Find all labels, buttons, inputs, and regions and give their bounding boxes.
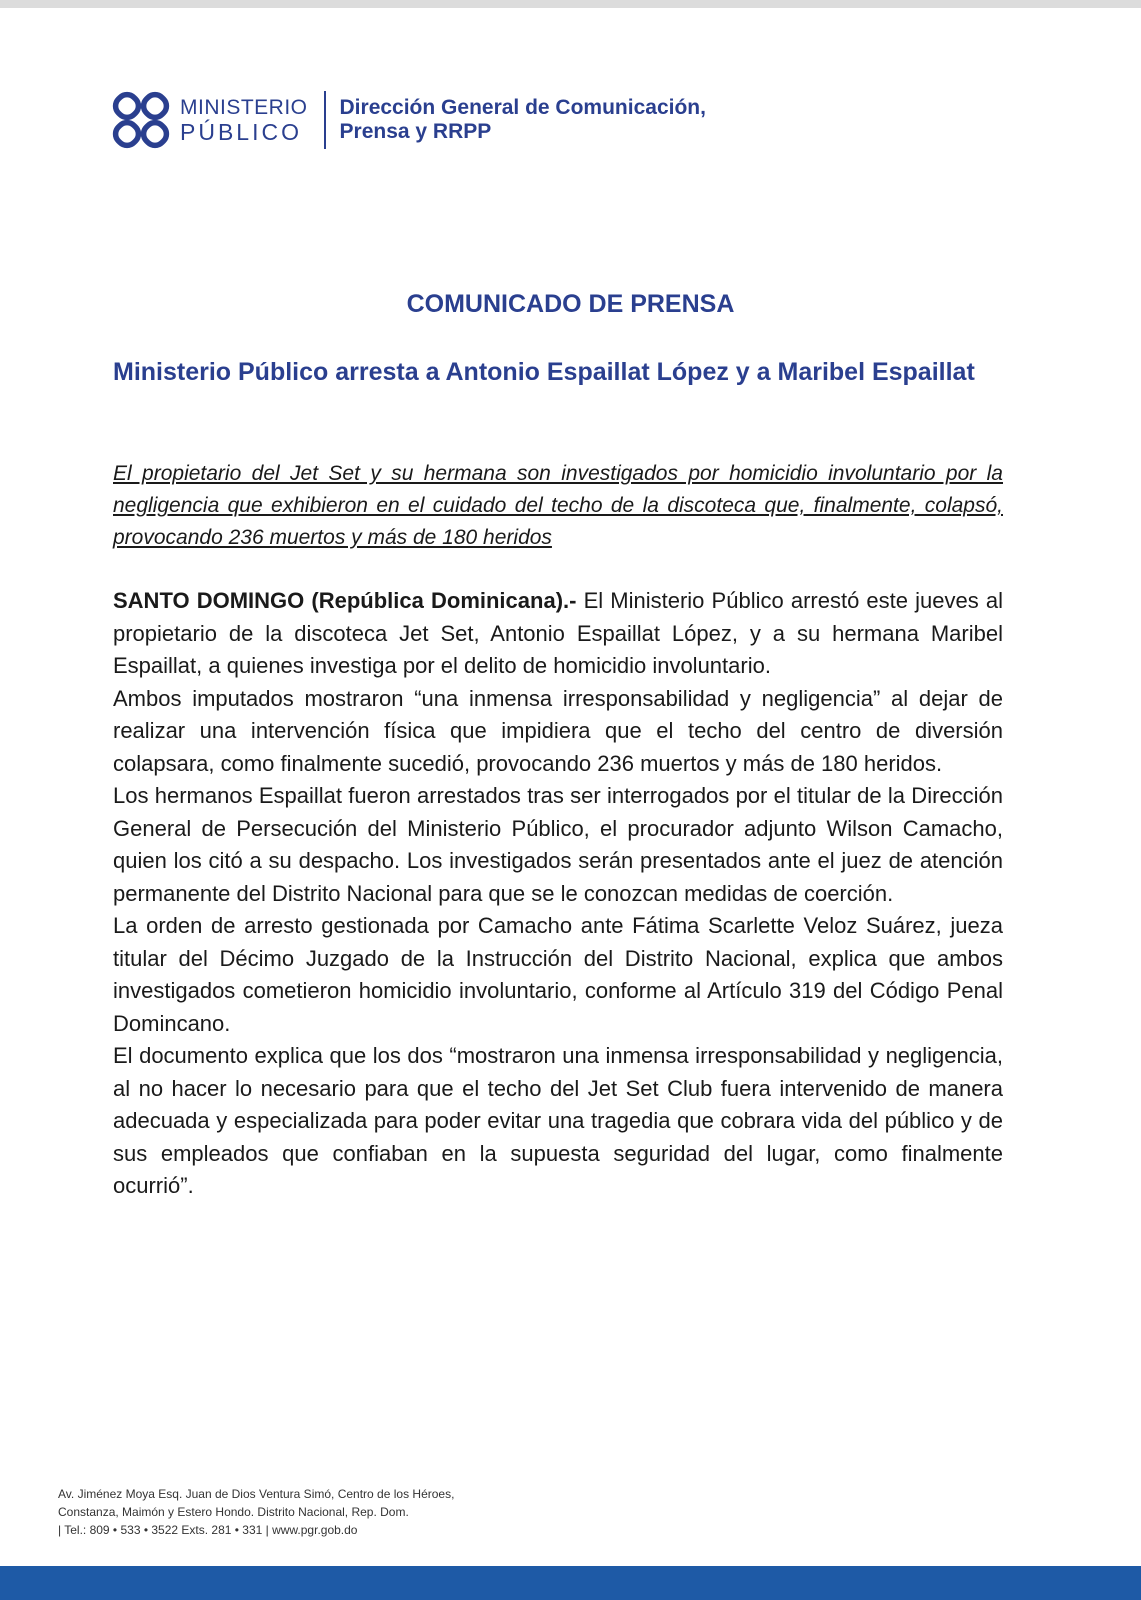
logo-wordmark — [180, 97, 308, 144]
paragraph-2: Ambos imputados mostraron “una inmensa irresponsabilidad y negligencia” al dejar de realizar una intervención física que impidiera que el techo del centro de diversión colapsara, como finalmente sucedió, provocando 236 muertos y más de 180 heridos. — [113, 685, 1003, 776]
footer-address — [58, 1485, 578, 1539]
department-name — [340, 96, 706, 144]
page-top-edge — [0, 0, 1141, 8]
logo-wordmark-line1: MINISTERIO — [180, 95, 308, 119]
footer-color-bar — [0, 1566, 1141, 1600]
department-name-line1: Dirección General de Comunicación, — [339, 95, 706, 119]
document-title: COMUNICADO DE PRENSA — [406, 290, 735, 318]
paragraph-1-text: El Ministerio Público arrestó este jueves al propietario de la discoteca Jet Set, Antonio Espaillat López, y a su hermana Maribel Espaillat, a quienes investiga por el delito de homicidio involuntario. — [113, 588, 1003, 678]
paragraph-4: La orden de arresto gestionada por Camacho ante Fátima Scarlette Veloz Suárez, jueza titular del Décimo Juzgado de la Instrucción del Distrito Nacional, explica que ambos investigados cometieron homicidio involuntario, conforme al Artículo 319 del Código Penal Domincano. — [113, 913, 1003, 1036]
dateline: SANTO DOMINGO (República Dominicana).- — [113, 588, 577, 613]
subheadline: El propietario del Jet Set y su hermana son investigados por homicidio involuntario por la negligencia que exhibieron en el cuidado del techo de la discoteca que, finalmente, colapsó, provocando 236 muertos y más de 180 heridos — [113, 462, 1003, 549]
footer-line-3: | Tel.: 809 • 533 • 3522 Exts. 281 • 331 | www.pgr.gob.do — [58, 1523, 358, 1537]
paragraph-3: Los hermanos Espaillat fueron arrestados tras ser interrogados por el titular de la Dirección General de Persecución del Ministerio Público, el procurador adjunto Wilson Camacho, quien los citó a su despacho. Los investigados serán presentados ante el juez de atención permanente del Distrito Nacional para que se le conozcan medidas de coerción. — [113, 783, 1003, 906]
footer-line-2: Constanza, Maimón y Estero Hondo. Distrito Nacional, Rep. Dom. — [58, 1505, 409, 1519]
logo-wordmark-line2: PÚBLICO — [180, 118, 302, 145]
headline: Ministerio Público arresta a Antonio Espaillat López y a Maribel Espaillat — [113, 358, 975, 386]
paragraph-1 — [113, 585, 1003, 683]
paragraph-5: El documento explica que los dos “mostraron una inmensa irresponsabilidad y negligencia, al no hacer lo necesario para que el techo del Jet Set Club fuera intervenido de manera adecuada y especializada para poder evitar una tragedia que cobrara vida del público y de sus empleados que confiaban en la supuesta seguridad del lugar, como finalmente ocurrió”. — [113, 1043, 1003, 1198]
header-divider — [324, 91, 326, 149]
ministerio-publico-logo-icon — [110, 89, 172, 151]
article-body — [113, 585, 1003, 1203]
department-name-line2: Prensa y RRPP — [339, 120, 492, 143]
letterhead — [110, 78, 706, 162]
footer-line-1: Av. Jiménez Moya Esq. Juan de Dios Ventura Simó, Centro de los Héroes, — [58, 1487, 455, 1501]
